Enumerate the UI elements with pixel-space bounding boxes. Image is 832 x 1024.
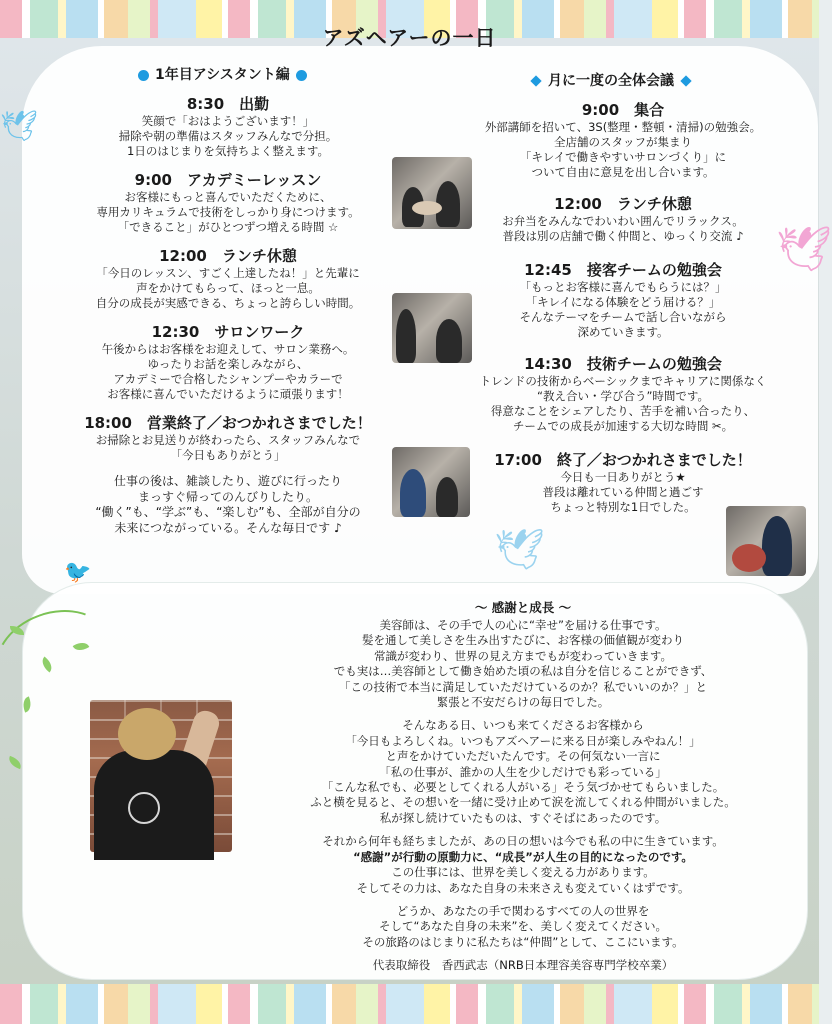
schedule-description: 深めていきます。 (577, 325, 669, 339)
schedule-description: 午後からはお客様をお迎えして、サロン業務へ。 (101, 342, 355, 356)
schedule-description: 「今日もありがとう」 (170, 448, 286, 462)
essay-line: 常識が変わり、世界の見え方までもが変わっていきます。 (374, 648, 672, 663)
schedule-block (68, 246, 388, 311)
closing-staff-photo (392, 447, 470, 517)
schedule-description: 全店舗のスタッフが集まり (554, 135, 692, 149)
schedule-description: 専用カリキュラムで技術をしっかり身につけます。 (96, 205, 360, 219)
schedule-description: 1日のはじまりを気持ちよく整えます。 (127, 144, 329, 158)
essay-line: この仕事には、世界を美しく変える力があります。 (391, 865, 655, 880)
schedule-time: 9:00 集合 (581, 101, 665, 119)
schedule-description: ゆったりお話を楽しみながら、 (147, 357, 309, 371)
schedule-time: 9:00 アカデミーレッスン (134, 171, 322, 189)
meeting-end-photo (726, 506, 806, 576)
schedule-block (450, 100, 796, 180)
schedule-time: 12:45 接客チームの勉強会 (524, 261, 722, 279)
salon-work-photo (392, 293, 472, 363)
schedule-description: ちょっと特別な1日でした。 (550, 500, 696, 514)
schedule-description: トレンドの技術からベーシックまでキャリアに関係なく (479, 374, 767, 388)
essay-paragraph (240, 834, 806, 896)
diamond-bullet-icon (680, 75, 691, 86)
essay-line: 髪を通して美しさを生み出すたびに、お客様の価値観が変わり (362, 633, 684, 648)
schedule-description: 「キレイになる体験をどう届ける？」 (525, 295, 721, 309)
page-title: アズヘアーの一日 (322, 26, 497, 50)
gratitude-essay (240, 600, 806, 973)
schedule-block (68, 170, 388, 235)
essay-line: 「この技術で本当に満足していただけているのか？私でいいのか？」と (339, 679, 707, 694)
representative-portrait (90, 700, 232, 852)
essay-line: そして“あなた自身の未来”を、美しく変えてください。 (379, 919, 667, 934)
bullet-dot-icon (138, 70, 149, 81)
essay-line: それから何年も経ちましたが、あの日の想いは今でも私の中に生きています。 (322, 834, 724, 849)
schedule-description: 「もっとお客様に喜んでもらうには？」 (519, 280, 727, 294)
bottom-stripe-border (0, 984, 819, 1024)
bullet-dot-icon (296, 70, 307, 81)
schedule-description: 普段は離れている仲間と過ごす (542, 485, 704, 499)
essay-line: その旅路のはじまりに私たちは“仲間”として、ここにいます。 (362, 934, 684, 949)
assistant-schedule (68, 94, 388, 536)
schedule-description: お客様にもっと喜んでいただくために、 (124, 190, 332, 204)
schedule-description: お客様に喜んでいただけるように頑張ります！ (107, 387, 349, 401)
schedule-time: 8:30 出勤 (186, 95, 270, 113)
essay-title: ～ 感謝と成長 ～ (474, 600, 572, 615)
essay-line: 「私の仕事が、誰かの人生を少しだけでも彩っている」 (379, 764, 667, 779)
schedule-description: 笑顔で「おはようございます！」 (141, 114, 315, 128)
schedule-description: お弁当をみんなでわいわい囲んでリラックス。 (502, 214, 744, 228)
schedule-description: “教え合い・学び合う”時間です。 (537, 389, 709, 403)
left-section-heading: 1年目アシスタント編 (132, 64, 313, 84)
schedule-block (450, 354, 796, 434)
pink-bird-icon: 🕊 (776, 224, 832, 275)
small-bird-icon: 🐦 (64, 560, 92, 585)
note-line: “働く”も、“学ぶ”も、“楽しむ”も、全部が自分の (95, 505, 361, 519)
right-section-heading: 月に一度の全体会議 (524, 70, 698, 90)
schedule-time: 18:00 営業終了／おつかれさまでした！ (84, 414, 372, 432)
schedule-description: アカデミーで合格したシャンプーやカラーで (113, 372, 343, 386)
schedule-description: 掃除や朝の準備はスタッフみんなで分担。 (118, 129, 338, 143)
essay-line: そんなある日、いつも来てくださるお客様から (402, 718, 644, 733)
schedule-time: 14:30 技術チームの勉強会 (524, 355, 722, 373)
essay-line: 「こんな私でも、必要としてくれる人がいる」そう気づかせてもらいました。 (321, 780, 725, 795)
schedule-description: 「できること」がひとつずつ増える時間 ☆ (117, 220, 339, 234)
diamond-bullet-icon (530, 75, 541, 86)
schedule-description: 声をかけてもらって、ほっと一息。 (136, 281, 320, 295)
essay-line: 緊張と不安だらけの毎日でした。 (436, 695, 610, 710)
schedule-description: ついて自由に意見を出し合います。 (531, 165, 715, 179)
schedule-description: 今日も一日ありがとう★ (560, 470, 686, 484)
essay-paragraph (240, 904, 806, 950)
meeting-schedule (450, 100, 796, 515)
schedule-block (68, 322, 388, 402)
essay-line: 私が探し続けていたものは、すぐそばにあったのです。 (379, 810, 667, 825)
schedule-description: チームでの成長が加速する大切な時間 ✂。 (512, 419, 734, 433)
schedule-block (68, 94, 388, 159)
schedule-block (450, 194, 796, 244)
schedule-description: 「今日のレッスン、すごく上達したね！」と先輩に (96, 266, 360, 280)
essay-line: ふと横を見ると、その想いを一緒に受け止めて涙を流してくれる仲間がいました。 (310, 795, 736, 810)
note-line: 仕事の後は、雑談したり、遊びに行ったり (113, 474, 342, 488)
schedule-time: 12:30 サロンワーク (151, 323, 305, 341)
schedule-block (68, 413, 388, 463)
note-line: まっすぐ帰ってのんびりしたり。 (137, 489, 318, 504)
schedule-description: 普段は別の店舗で働く仲間と、ゆっくり交流 ♪ (502, 229, 744, 243)
schedule-description: 自分の成長が実感できる、ちょっと誇らしい時間。 (95, 296, 361, 310)
note-line: 未来につながっている。そんな毎日です ♪ (114, 520, 342, 535)
schedule-description: 得意なことをシェアしたり、苦手を補い合ったり、 (490, 404, 756, 418)
schedule-description: そんなテーマをチームで話し合いながら (519, 310, 727, 324)
essay-line: 美容師は、その手で人の心に“幸せ”を届ける仕事です。 (379, 618, 667, 632)
light-blue-bird-icon: 🕊 (494, 527, 545, 573)
essay-paragraph (240, 618, 806, 710)
essay-line: そしてその力は、あなた自身の未来さえも変えていくはずです。 (356, 880, 690, 895)
essay-line: どうか、あなたの手で関わるすべての人の世界を (396, 903, 650, 918)
blue-bird-icon: 🕊 (0, 109, 39, 144)
essay-line: でも実は…美容師として働き始めた頃の私は自分を信じることができず、 (333, 664, 713, 679)
after-work-note (68, 474, 388, 536)
essay-line: “感謝”が行動の原動力に、“成長”が人生の目的になったのです。 (353, 849, 693, 864)
academy-lesson-photo (392, 157, 472, 229)
schedule-description: 「キレイで働きやすいサロンづくり」に (519, 150, 727, 164)
schedule-time: 12:00 ランチ休憩 (554, 195, 692, 213)
signature: 代表取締役 香西武志（NRB日本理容美容専門学校卒業） (372, 958, 674, 973)
azhair-logo-icon (128, 792, 160, 824)
schedule-description: 外部講師を招いて、3S(整理・整頓・清掃)の勉強会。 (484, 120, 762, 134)
essay-line: と声をかけていただいたんです。その何気ない一言に (385, 749, 661, 764)
schedule-time: 17:00 終了／おつかれさまでした！ (494, 451, 752, 469)
essay-line: 「今日もよろしくね。いつもアズヘアーに来る日が楽しみやねん！」 (345, 733, 701, 748)
schedule-block (450, 260, 796, 340)
essay-paragraph (240, 718, 806, 826)
schedule-description: お掃除とお見送りが終わったら、スタッフみんなで (95, 433, 361, 447)
schedule-time: 12:00 ランチ休憩 (159, 247, 297, 265)
